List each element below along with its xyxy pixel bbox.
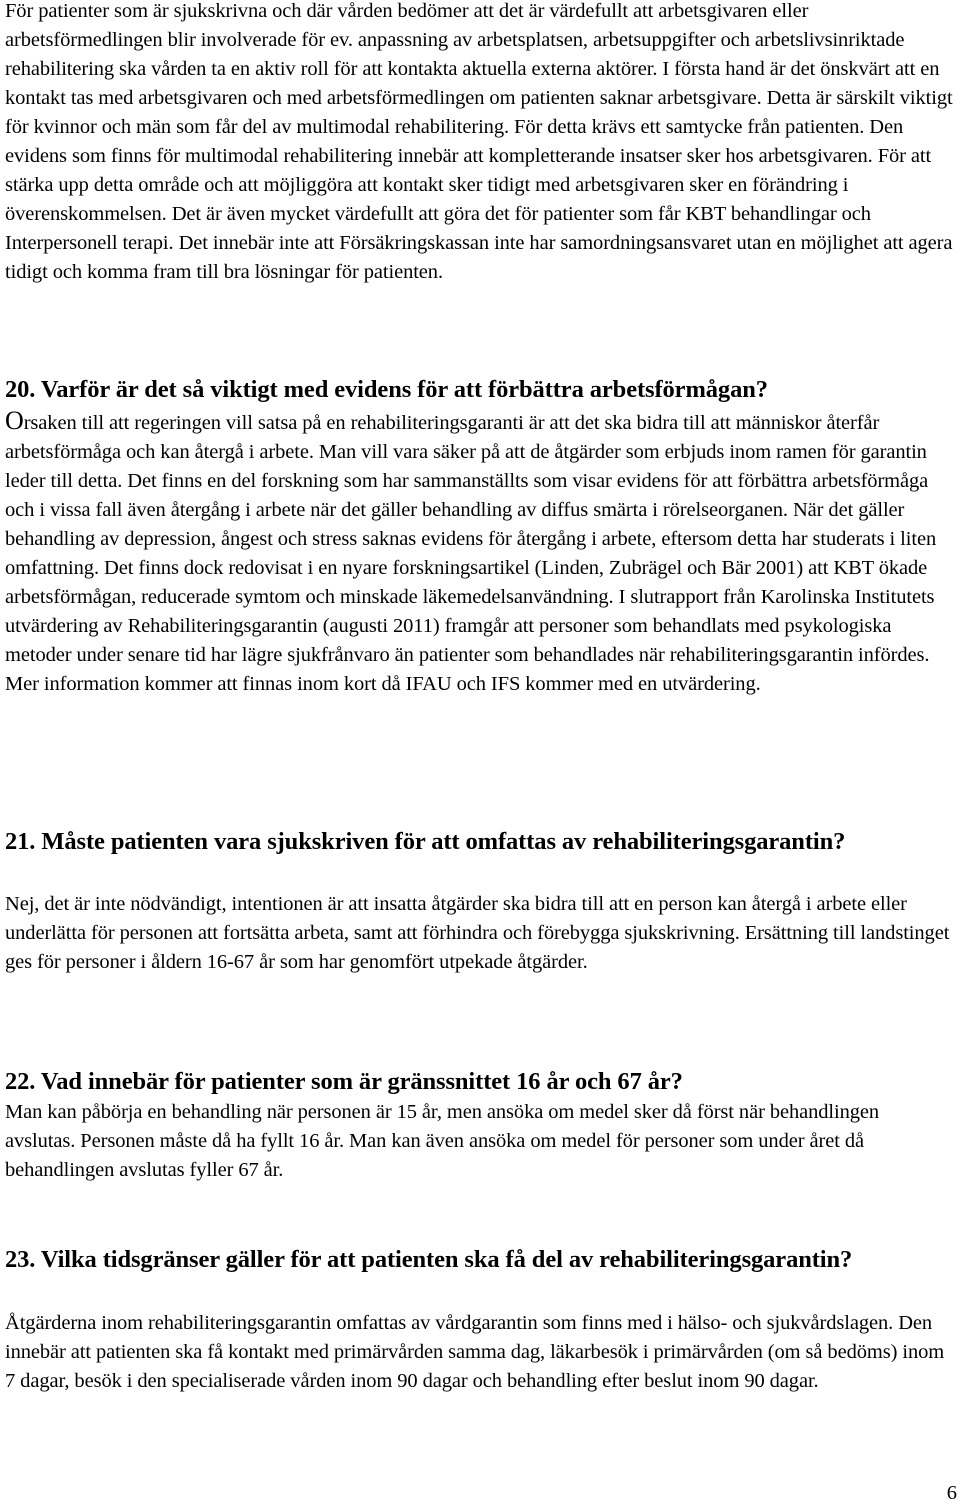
page-number: 6 (946, 1482, 957, 1504)
question-22-heading: 22. Vad innebär för patienter som är gränssnittet 16 år och 67 år? (5, 1068, 683, 1095)
question-23-heading: 23. Vilka tidsgränser gäller för att patienten ska få del av rehabiliteringsgarantin? (5, 1246, 853, 1273)
question-23-answer: Åtgärderna inom rehabiliteringsgarantin omfattas av vårdgarantin som finns med i hälso- och sjukvårdslagen. Den innebär att patienten ska få kontakt med primärvården samma dag, läkarbesök i primärvården (om så bedöms) inom 7 dagar, besök i den specialiserade vården inom 90 dagar och behandling efter beslut inom 90 dagar. (5, 1312, 945, 1392)
question-20-answer-text: rsaken till att regeringen vill satsa på en rehabiliteringsgaranti är att det ska bidra till att människor återfår arbetsförmåga och kan återgå i arbete. Man vill vara säker på att de åtgärder som erbjuds inom ramen för garantin leder till detta. Det finns en del forskning som har sammanställts som visar evidens för att förbättra arbetsförmåga och i vissa fall även återgång i arbete när det gäller behandling av diffus smärta i rörelseorganen. När det gäller behandling av depression, ångest och stress saknas evidens för återgång i arbete, eftersom detta har studerats i liten omfattning. Det finns dock redovisat i en nyare forskningsartikel (Linden, Zubrägel och Bär 2001) att KBT ökade arbetsförmågan, reducerade symtom och minskade läkemedelsanvändning. I slutrapport från Karolinska Institutets utvärdering av Rehabiliteringsgarantin (augusti 2011) framgår att personer som behandlats med psykologiska metoder under senare tid har lägre sjukfrånvaro än patienter som behandlades när rehabiliteringsgarantin infördes. Mer information kommer att finnas inom kort då IFAU och IFS kommer med en utvärdering. (5, 412, 937, 695)
question-22-answer: Man kan påbörja en behandling när personen är 15 år, men ansöka om medel sker då först när behandlingen avslutas. Personen måste då ha fyllt 16 år. Man kan även ansöka om medel för personer som under året då behandlingen avslutas fyller 67 år. (5, 1101, 880, 1181)
question-20-initial-letter: O (5, 406, 24, 435)
question-20-answer (5, 406, 953, 699)
question-21-heading: 21. Måste patienten vara sjukskriven för att omfattas av rehabiliteringsgarantin? (5, 828, 846, 855)
intro-paragraph: För patienter som är sjukskrivna och där vården bedömer att det är värdefullt att arbetsgivaren eller arbetsförmedlingen blir involverade för ev. anpassning av arbetsplatsen, arbetsuppgifter och arbetslivsinriktade rehabilitering ska vården ta en aktiv roll för att kontakta aktuella externa aktörer. I första hand är det önskvärt att en kontakt tas med arbetsgivaren och med arbetsförmedlingen om patienten saknar arbetsgivare. Detta är särskilt viktigt för kvinnor och män som får del av multimodal rehabilitering. För detta krävs ett samtycke från patienten. Den evidens som finns för multimodal rehabilitering innebär att kompletterande insatser sker hos arbetsgivaren. För att stärka upp detta område och att möjliggöra att kontakt sker tidigt med arbetsgivaren sker en förändring i överenskommelsen. Det är även mycket värdefullt att göra det för patienter som får KBT behandlingar och Interpersonell terapi. Det innebär inte att Försäkringskassan inte har samordningsansvaret utan en möjlighet att agera tidigt och komma fram till bra lösningar för patienten. (5, 0, 953, 283)
question-20-heading: 20. Varför är det så viktigt med evidens för att förbättra arbetsförmågan? (5, 376, 768, 403)
question-21-answer: Nej, det är inte nödvändigt, intentionen är att insatta åtgärder ska bidra till att en person kan återgå i arbete eller underlätta för personen att fortsätta arbeta, samt att förhindra och förebygga sjukskrivning. Ersättning till landstinget ges för personer i åldern 16-67 år som har genomfört utpekade åtgärder. (5, 893, 950, 973)
